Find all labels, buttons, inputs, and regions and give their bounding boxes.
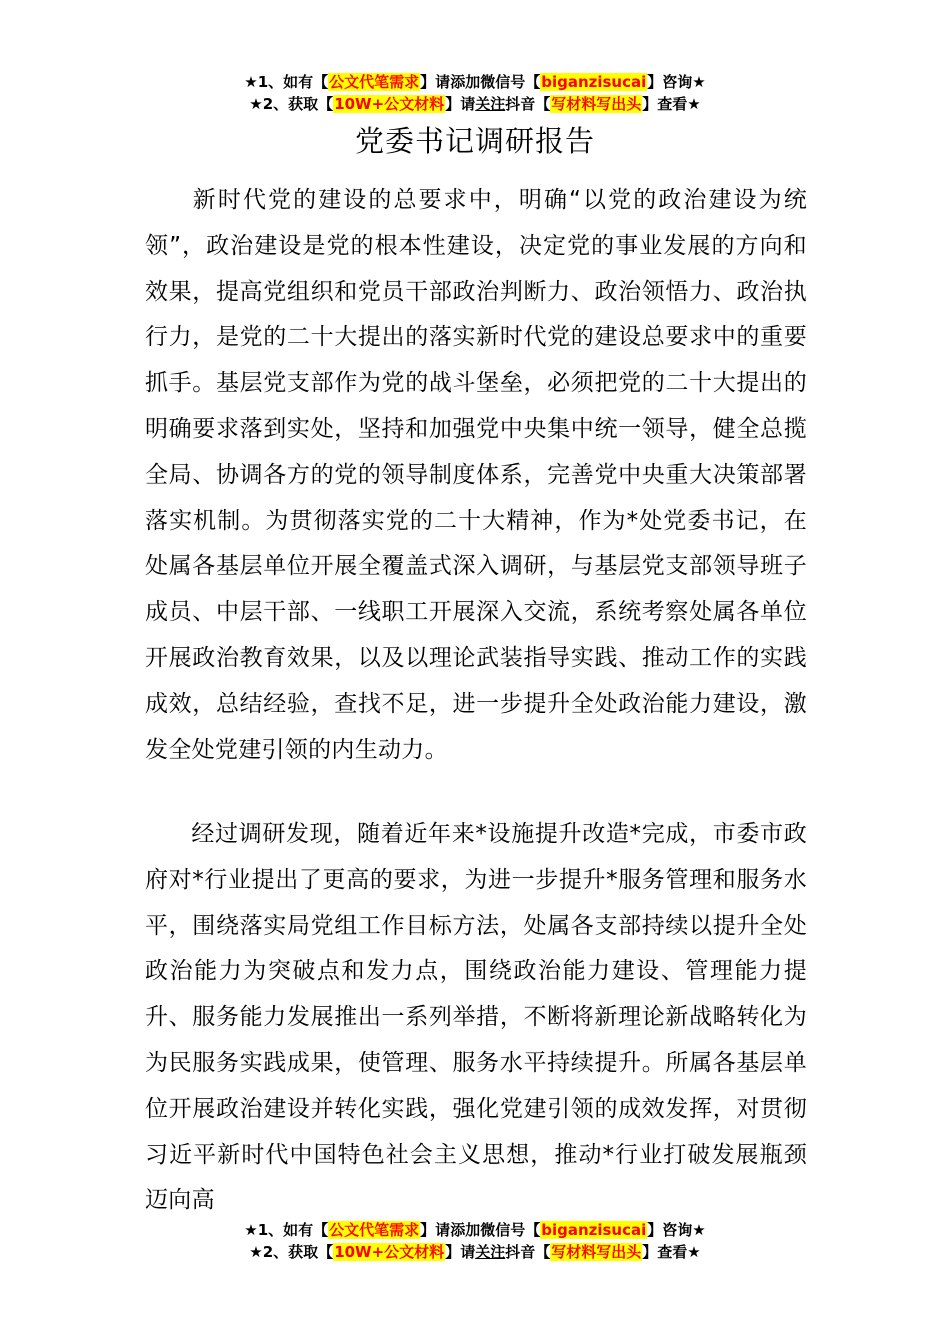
douyin-account: 写材料写出头 — [551, 95, 642, 113]
paragraph-2: 经过调研发现，随着近年来*设施提升改造*完成，市委市政府对*行业提出了更高的要求，为进一步提升*服务管理和服务水平，围绕落实局党组工作目标方法，处属各支部持续以提升全处政治能力为突破点和发力点，围绕政治能力建设、管理能力提升、服务能力发展推出一系列举措，不断将新理论新战略转化为为民服务实践成果，使管理、服务水平持续提升。所属各基层单位开展政治建设并转化实践，强化党建引领的成效发挥，对贯彻习近平新时代中国特色社会主义思想，推动*行业打破发展瓶颈迈向高 — [145, 821, 807, 1214]
promo-highlight: 10W+公文材料 — [334, 1243, 445, 1261]
promo-highlight: 公文代笔需求 — [329, 1221, 420, 1239]
promo-highlight: 公文代笔需求 — [329, 73, 420, 91]
wechat-id: biganzisucai — [541, 1221, 647, 1239]
footer-promo-banner — [0, 1219, 950, 1263]
paragraph-1: 新时代党的建设的总要求中，明确“以党的政治建设为统领”，政治建设是党的根本性建设，决定党的事业发展的方向和效果，提高党组织和党员干部政治判断力、政治领悟力、政治执行力，是党的二十大提出的落实新时代党的建设总要求中的重要抓手。基层党支部作为党的战斗堡垒，必须把党的二十大提出的明确要求落到实处，坚持和加强党中央集中统一领导，健全总揽全局、协调各方的党的领导制度体系，完善党中央重大决策部署落实机制。为贯彻落实党的二十大精神，作为*处党委书记，在处属各基层单位开展全覆盖式深入调研，与基层党支部领导班子成员、中层干部、一线职工开展深入交流，系统考察处属各单位开展政治教育效果，以及以理论武装指导实践、推动工作的实践成效，总结经验，查找不足，进一步提升全处政治能力建设，激发全处党建引领的内生动力。 — [145, 187, 807, 763]
document-title: 党委书记调研报告 — [354, 124, 595, 158]
wechat-id: biganzisucai — [541, 73, 647, 91]
promo-line-2: ★2、获取【10W+公文材料】请关注抖音【写材料写出头】查看★ — [249, 95, 701, 113]
promo-line-2: ★2、获取【10W+公文材料】请关注抖音【写材料写出头】查看★ — [249, 1243, 701, 1261]
promo-line-1: ★1、如有【公文代笔需求】请添加微信号【biganzisucai】咨询★ — [244, 1221, 706, 1239]
promo-highlight: 10W+公文材料 — [334, 95, 445, 113]
header-promo-banner — [0, 71, 950, 115]
promo-line-1: ★1、如有【公文代笔需求】请添加微信号【biganzisucai】咨询★ — [244, 73, 706, 91]
douyin-account: 写材料写出头 — [551, 1243, 642, 1261]
